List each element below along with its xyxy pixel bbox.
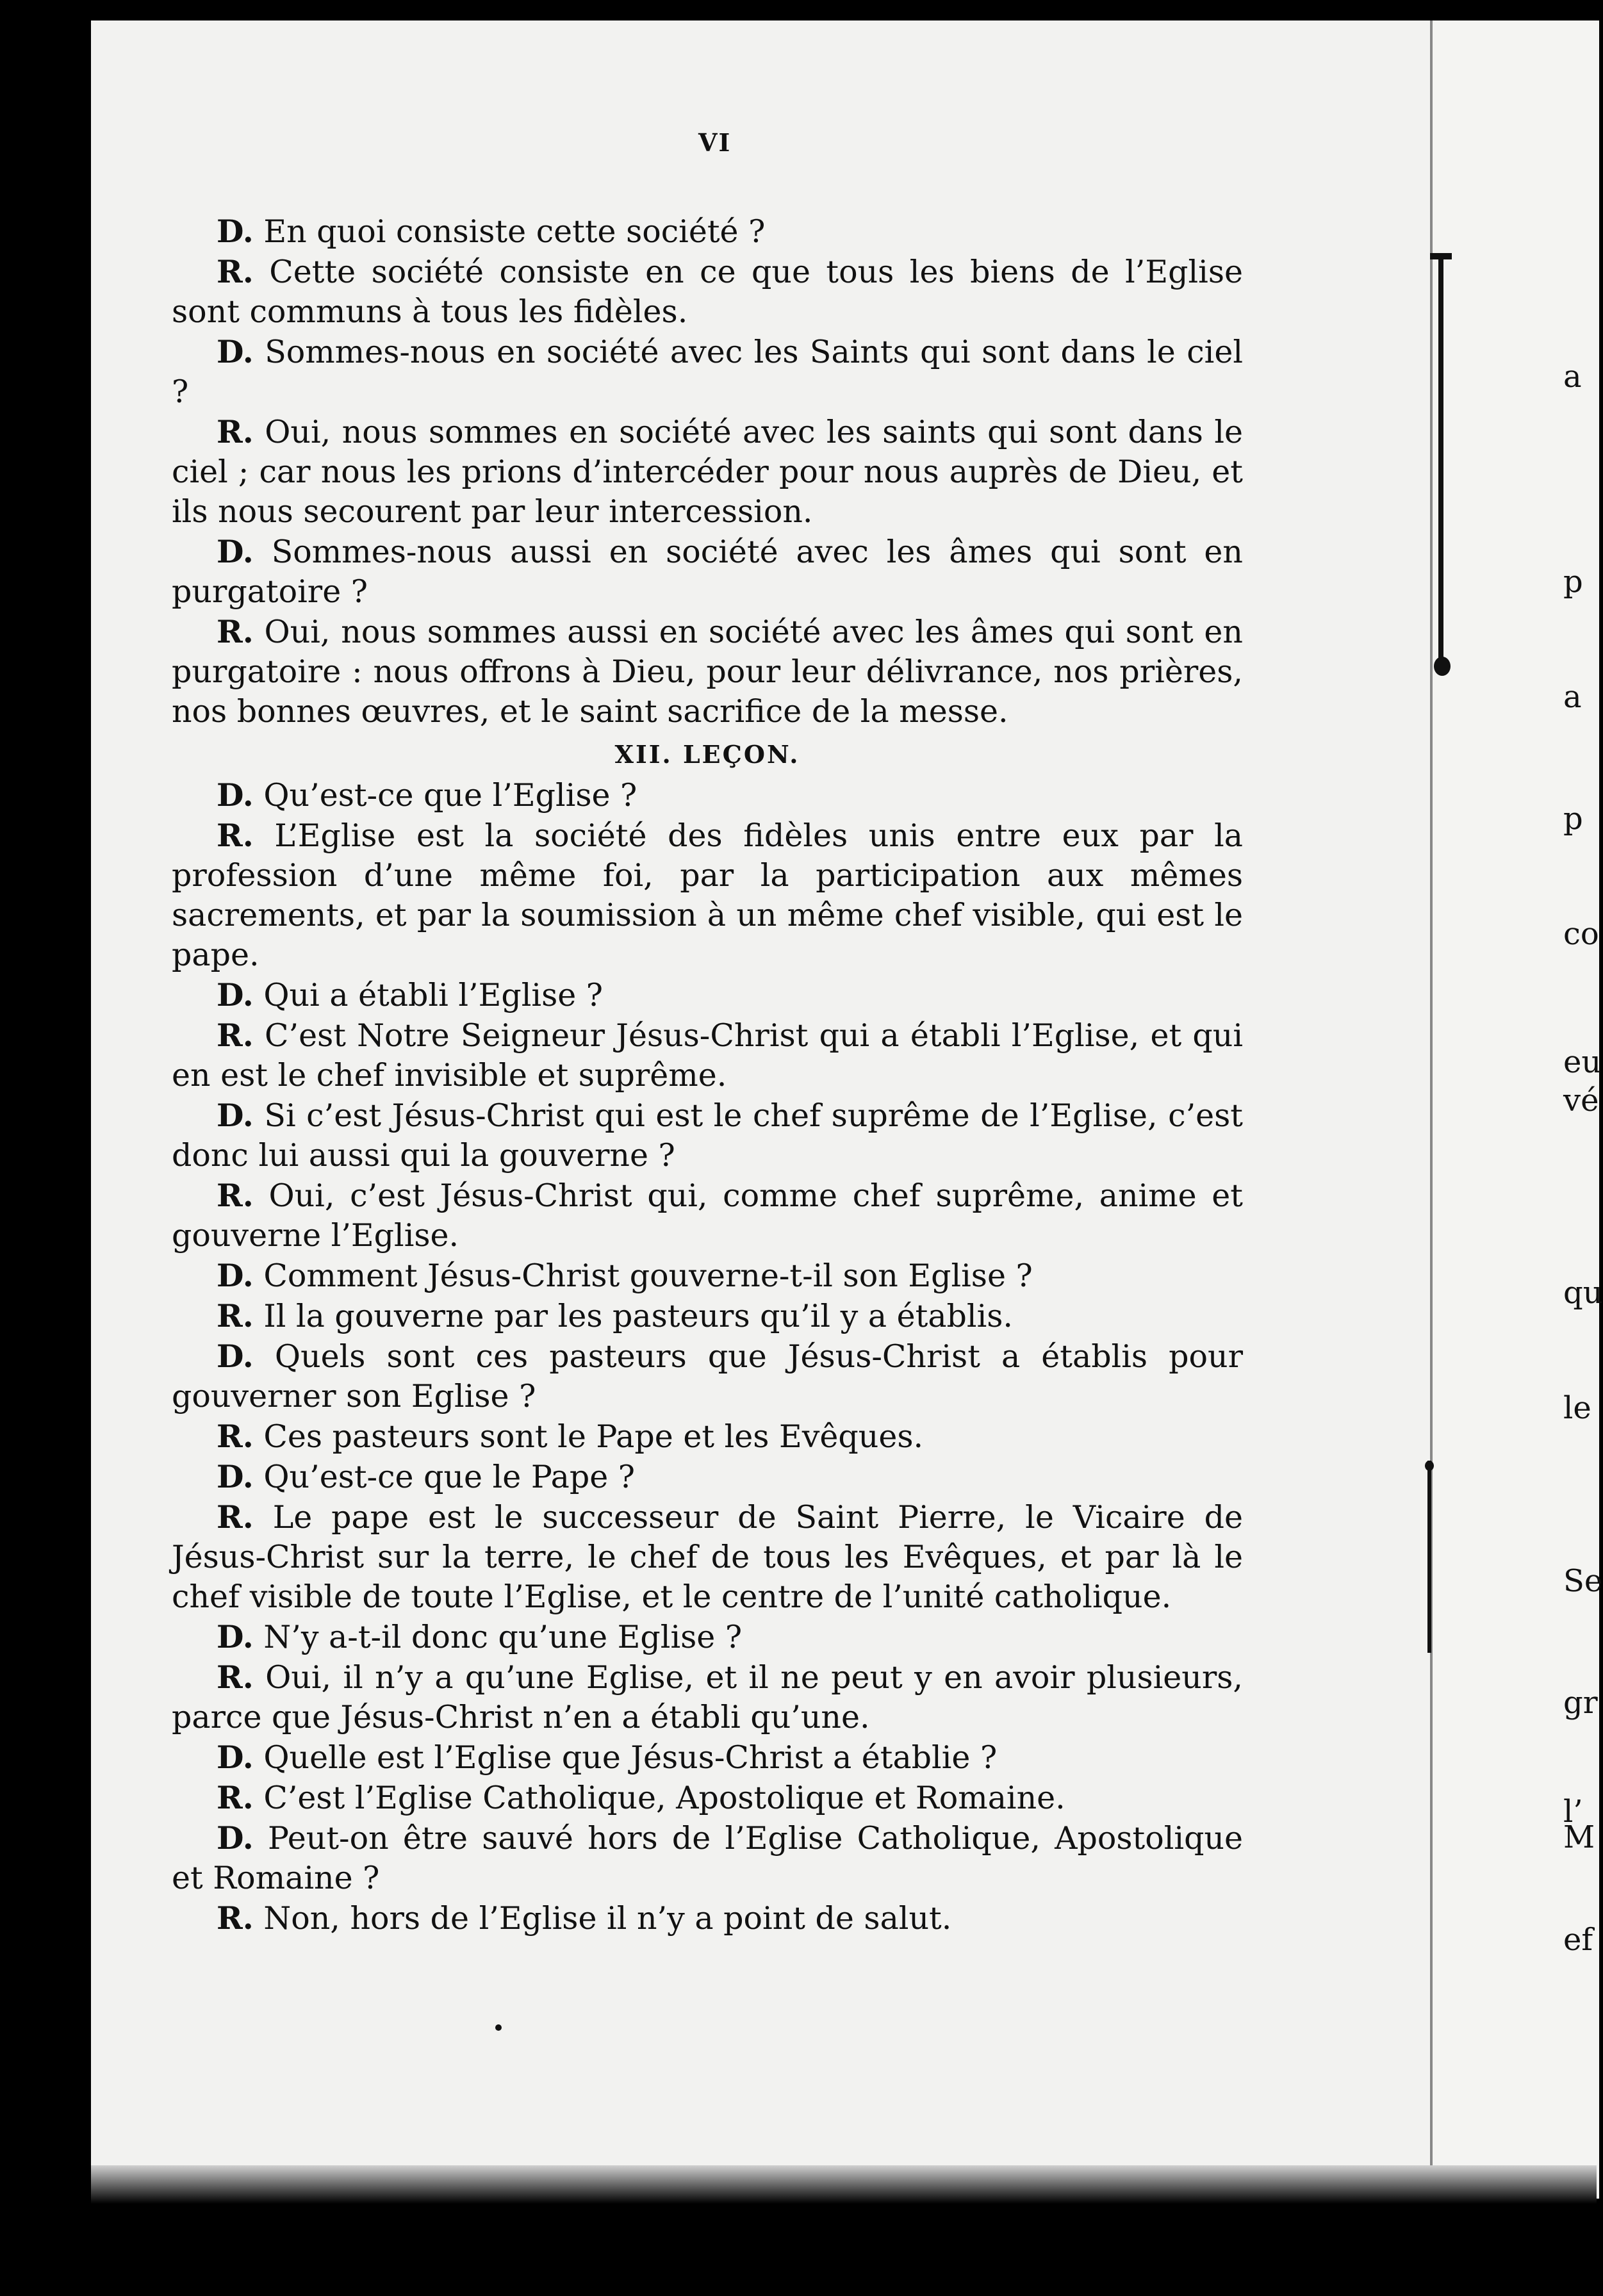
facing-page-fragment: co [1563, 916, 1599, 952]
speaker-label: R. [217, 1659, 254, 1696]
speaker-label: R. [217, 817, 254, 854]
section-heading: XII. LEÇON. [614, 740, 800, 769]
facing-page-fragment: p [1563, 801, 1583, 837]
gutter-mark [1438, 253, 1443, 663]
facing-page-fragment: gr [1563, 1685, 1598, 1721]
speaker-label: D. [217, 1257, 254, 1294]
question-paragraph [172, 775, 1243, 816]
speaker-label: D. [217, 1739, 254, 1776]
paragraph-text: Oui, c’est Jésus-Christ qui, comme chef suprême, anime et gouverne l’Eglise. [172, 1177, 1243, 1254]
answer-paragraph [172, 1898, 1243, 1939]
facing-page-fragment: eu [1563, 1044, 1602, 1080]
paragraph-text: C’est l’Eglise Catholique, Apostolique et Romaine. [253, 1780, 1065, 1816]
question-paragraph [172, 1818, 1243, 1898]
paragraph-text: Qu’est-ce que le Pape ? [253, 1459, 636, 1495]
gutter-mark [1425, 1461, 1434, 1471]
paragraph-text: Oui, nous sommes aussi en société avec les âmes qui sont en purgatoire : nous offrons à Dieu, pour leur délivrance, nos prières, nos bonnes œuvres, et le saint sacrifice de la messe. [172, 614, 1243, 730]
paragraph-text: Quelle est l’Eglise que Jésus-Christ a établie ? [253, 1739, 998, 1776]
speaker-label: D. [217, 1618, 254, 1655]
facing-page-fragment: l’ [1563, 1794, 1583, 1830]
paragraph-text: Sommes-nous en société avec les Saints qui sont dans le ciel ? [172, 334, 1243, 410]
speaker-label: R. [217, 413, 254, 450]
gutter-mark [1430, 253, 1452, 259]
question-paragraph [172, 211, 1243, 252]
paragraph-text: Le pape est le successeur de Saint Pierre, le Vicaire de Jésus-Christ sur la terre, le chef de tous les Evêques, et par là le chef visible de toute l’Eglise, et le centre de l’unité catholique. [172, 1499, 1243, 1615]
end-dot [495, 2024, 502, 2031]
question-paragraph [172, 332, 1243, 412]
facing-page-fragment: a [1563, 679, 1582, 715]
answer-paragraph [172, 1176, 1243, 1256]
facing-page-fragment: a [1563, 359, 1582, 395]
facing-page-fragment: Se [1563, 1563, 1603, 1599]
section-after [172, 775, 1243, 1939]
speaker-label: R. [217, 1297, 254, 1334]
answer-paragraph [172, 1015, 1243, 1095]
speaker-label: D. [217, 1819, 254, 1857]
paragraph-text: C’est Notre Seigneur Jésus-Christ qui a établi l’Eglise, et qui en est le chef invisible et suprême. [172, 1017, 1243, 1094]
speaker-label: D. [217, 976, 254, 1013]
facing-page-fragment: le [1563, 1390, 1591, 1426]
question-paragraph [172, 1336, 1243, 1416]
facing-page-fragment: p [1563, 564, 1583, 600]
answer-paragraph [172, 252, 1243, 332]
speaker-label: R. [217, 1017, 254, 1054]
paragraph-text: Quels sont ces pasteurs que Jésus-Christ a établis pour gouverner son Eglise ? [172, 1338, 1243, 1414]
page-folio: VI [698, 128, 732, 157]
paragraph-text: En quoi consiste cette société ? [253, 213, 766, 250]
paragraph-text: Il la gouverne par les pasteurs qu’il y a établis. [253, 1298, 1013, 1334]
paragraph-text: Oui, nous sommes en société avec les saints qui sont dans le ciel ; car nous les prions d’intercéder pour nous auprès de Dieu, et ils nous secourent par leur intercession. [172, 414, 1243, 530]
gutter-mark [1427, 1461, 1431, 1653]
answer-paragraph [172, 412, 1243, 532]
facing-page-fragment: vé [1563, 1083, 1599, 1119]
question-paragraph [172, 1095, 1243, 1176]
speaker-label: D. [217, 776, 254, 814]
paragraph-text: Comment Jésus-Christ gouverne-t-il son Eglise ? [253, 1258, 1033, 1294]
question-paragraph [172, 975, 1243, 1015]
speaker-label: R. [217, 613, 254, 650]
paragraph-text: Ces pasteurs sont le Pape et les Evêques. [253, 1418, 924, 1455]
paragraph-text: Cette société consiste en ce que tous les biens de l’Eglise sont communs à tous les fidèles. [172, 254, 1243, 330]
answer-paragraph [172, 1296, 1243, 1336]
speaker-label: D. [217, 333, 254, 370]
paragraph-text: Non, hors de l’Eglise il n’y a point de salut. [253, 1900, 952, 1937]
paragraph-text: Sommes-nous aussi en société avec les âmes qui sont en purgatoire ? [172, 534, 1243, 610]
question-paragraph [172, 532, 1243, 612]
paragraph-text: Qu’est-ce que l’Eglise ? [253, 777, 637, 814]
section-before [172, 211, 1243, 732]
page-bottom-shadow [91, 2165, 1597, 2204]
paragraph-text: Oui, il n’y a qu’une Eglise, et il ne peut y en avoir plusieurs, parce que Jésus-Christ n’en a établi qu’une. [172, 1659, 1243, 1735]
paragraph-text: Qui a établi l’Eglise ? [253, 977, 604, 1013]
speaker-label: D. [217, 533, 254, 570]
answer-paragraph [172, 612, 1243, 732]
facing-page-fragment: ef [1563, 1922, 1593, 1958]
catechism-text [172, 211, 1243, 1939]
paragraph-text: Si c’est Jésus-Christ qui est le chef suprême de l’Eglise, c’est donc lui aussi qui la gouverne ? [172, 1097, 1243, 1174]
paragraph-text: L’Eglise est la société des fidèles unis entre eux par la profession d’une même foi, par la participation aux mêmes sacrements, et par la soumission à un même chef visible, qui est le pape. [172, 817, 1243, 973]
question-paragraph [172, 1256, 1243, 1296]
speaker-label: D. [217, 213, 254, 250]
speaker-label: R. [217, 1779, 254, 1816]
answer-paragraph [172, 1778, 1243, 1818]
speaker-label: R. [217, 1899, 254, 1937]
facing-page-fragment: M [1563, 1819, 1595, 1855]
speaker-label: R. [217, 1177, 254, 1214]
speaker-label: R. [217, 253, 254, 290]
facing-page-fragment: qu [1563, 1275, 1603, 1311]
speaker-label: D. [217, 1097, 254, 1134]
speaker-label: R. [217, 1498, 254, 1536]
speaker-label: D. [217, 1458, 254, 1495]
speaker-label: D. [217, 1338, 254, 1375]
paragraph-text: Peut-on être sauvé hors de l’Eglise Catholique, Apostolique et Romaine ? [172, 1820, 1243, 1896]
answer-paragraph [172, 1497, 1243, 1617]
answer-paragraph [172, 816, 1243, 975]
gutter-mark [1434, 657, 1451, 676]
question-paragraph [172, 1737, 1243, 1778]
paragraph-text: N’y a-t-il donc qu’une Eglise ? [253, 1619, 743, 1655]
question-paragraph [172, 1617, 1243, 1657]
answer-paragraph [172, 1416, 1243, 1457]
question-paragraph [172, 1457, 1243, 1497]
answer-paragraph [172, 1657, 1243, 1737]
speaker-label: R. [217, 1418, 254, 1455]
